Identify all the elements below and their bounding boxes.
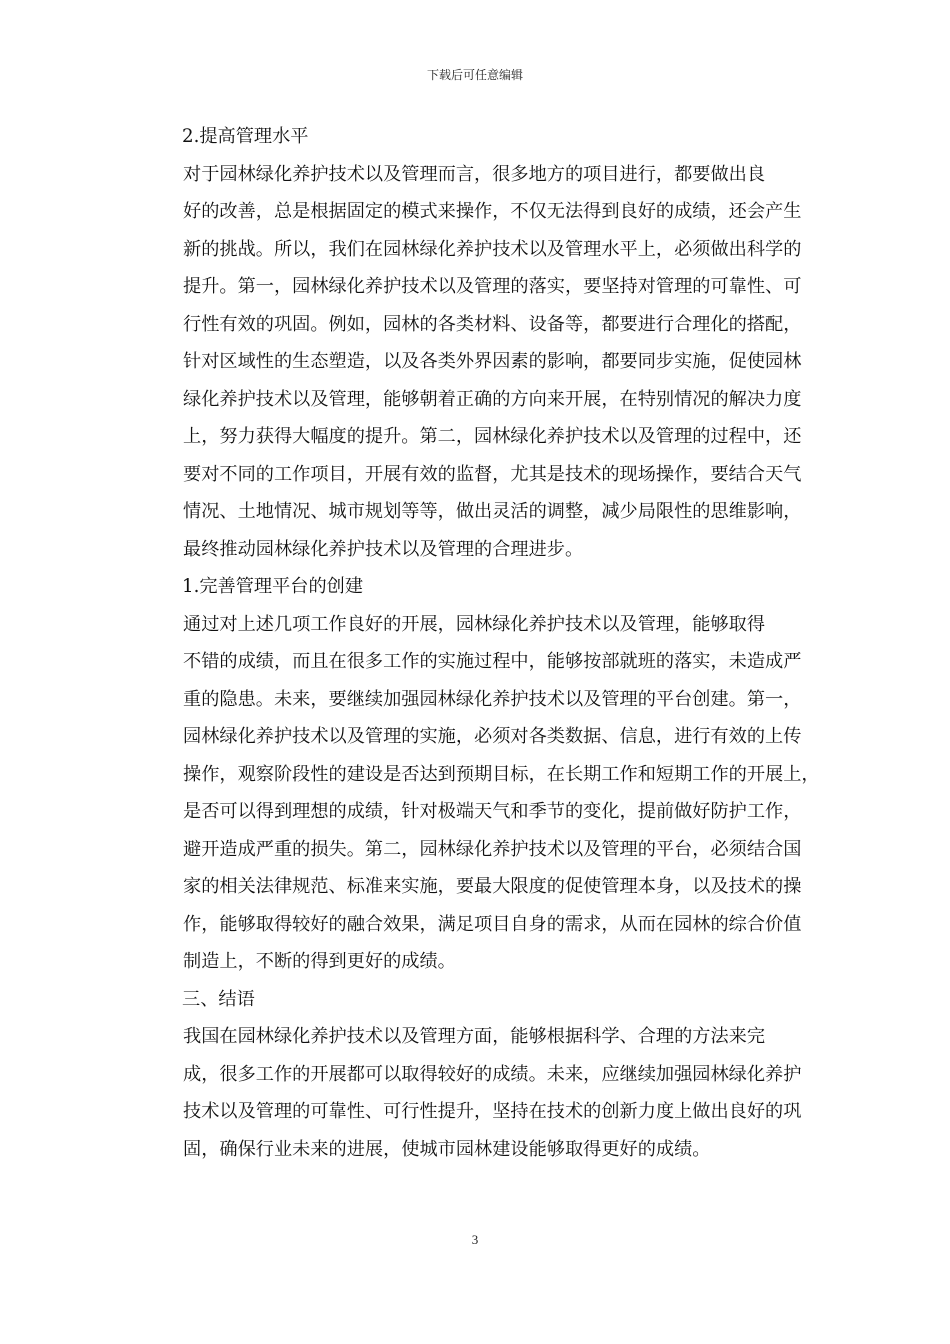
paragraph-line: 制造上，不断的得到更好的成绩。 — [183, 951, 456, 972]
paragraph-line: 成，很多工作的开展都可以取得较好的成绩。未来，应继续加强园林绿化养护 — [183, 1063, 802, 1085]
paragraph-line: 不错的成绩，而且在很多工作的实施过程中，能够按部就班的落实，未造成严 — [183, 651, 802, 672]
paragraph-line: 行性有效的巩固。例如，园林的各类材料、设备等，都要进行合理化的搭配， — [183, 313, 802, 335]
paragraph-line: 我国在园林绿化养护技术以及管理方面，能够根据科学、合理的方法来完 — [183, 1026, 766, 1047]
page-header: 下载后可任意编辑 — [426, 68, 523, 82]
paragraph-line: 新的挑战。所以，我们在园林绿化养护技术以及管理水平上，必须做出科学的 — [183, 238, 802, 260]
paragraph-line: 重的隐患。未来，要继续加强园林绿化养护技术以及管理的平台创建。第一， — [183, 688, 802, 710]
paragraph — [146, 606, 820, 981]
paragraph — [146, 1018, 808, 1168]
paragraph-line: 绿化养护技术以及管理，能够朝着正确的方向来开展，在特别情况的解决力度 — [183, 388, 802, 410]
paragraph-line: 提升。第一，园林绿化养护技术以及管理的落实，要坚持对管理的可靠性、可 — [183, 276, 802, 297]
paragraph-line: 好的改善，总是根据固定的模式来操作，不仅无法得到良好的成绩，还会产生 — [183, 201, 802, 222]
paragraph-line: 作，能够取得较好的融合效果，满足项目自身的需求，从而在园林的综合价值 — [183, 913, 802, 935]
paragraph-line: 针对区域性的生态塑造，以及各类外界因素的影响，都要同步实施，促使园林 — [183, 351, 802, 372]
paragraph-line: 操作，观察阶段性的建设是否达到预期目标，在长期工作和短期工作的开展上， — [183, 763, 820, 785]
page-number: 3 — [471, 1232, 479, 1247]
paragraph-line: 对于园林绿化养护技术以及管理而言，很多地方的项目进行，都要做出良 — [183, 163, 766, 185]
paragraph-line: 避开造成严重的损失。第二，园林绿化养护技术以及管理的平台，必须结合国 — [183, 838, 802, 860]
document-body — [146, 118, 820, 1168]
paragraph-line: 通过对上述几项工作良好的开展，园林绿化养护技术以及管理，能够取得 — [183, 613, 766, 635]
paragraph-line: 要对不同的工作项目，开展有效的监督，尤其是技术的现场操作，要结合天气 — [183, 463, 802, 485]
paragraph-line: 固，确保行业未来的进展，使城市园林建设能够取得更好的成绩。 — [183, 1138, 711, 1160]
section-heading: 三、结语 — [182, 988, 255, 1010]
paragraph-line: 技术以及管理的可靠性、可行性提升，坚持在技术的创新力度上做出良好的巩 — [183, 1101, 802, 1122]
section-heading: 1.完善管理平台的创建 — [182, 576, 364, 597]
section-heading: 2.提高管理水平 — [182, 126, 309, 147]
paragraph-line: 上，努力获得大幅度的提升。第二，园林绿化养护技术以及管理的过程中，还 — [183, 426, 802, 447]
paragraph-line: 园林绿化养护技术以及管理的实施，必须对各类数据、信息，进行有效的上传 — [183, 726, 802, 747]
paragraph-line: 情况、土地情况、城市规划等等，做出灵活的调整，减少局限性的思维影响， — [183, 501, 802, 522]
paragraph-line: 家的相关法律规范、标准来实施，要最大限度的促使管理本身，以及技术的操 — [183, 876, 802, 897]
paragraph — [146, 156, 808, 569]
paragraph-line: 最终推动园林绿化养护技术以及管理的合理进步。 — [183, 538, 584, 560]
paragraph-line: 是否可以得到理想的成绩，针对极端天气和季节的变化，提前做好防护工作， — [183, 801, 802, 822]
